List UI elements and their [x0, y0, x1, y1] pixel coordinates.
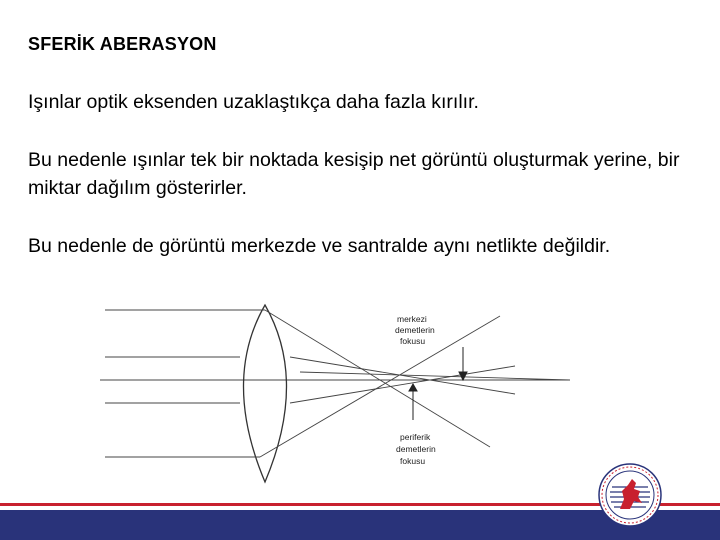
peripheral-focus-label-line1: periferik	[400, 432, 431, 442]
incoming-rays	[105, 310, 265, 457]
peripheral-focus-label-line2: demetlerin	[396, 444, 436, 454]
central-focus-label-line2: demetlerin	[395, 325, 435, 335]
central-focus-arrow	[459, 347, 467, 380]
peripheral-focus-label-line3: fokusu	[400, 456, 426, 466]
university-seal-icon	[598, 463, 662, 527]
central-focus-label-line1: merkezi	[397, 314, 427, 324]
paragraph-2: Bu nedenle ışınlar tek bir noktada kesişip net görüntü oluşturmak yerine, bir miktar dağılım gösterirler.	[28, 149, 680, 199]
convex-lens	[244, 305, 287, 482]
slide-title: SFERİK ABERASYON	[28, 34, 217, 54]
spherical-aberration-diagram	[100, 302, 570, 492]
central-focus-label-line3: fokusu	[400, 336, 426, 346]
paragraph-3: Bu nedenle de görüntü merkezde ve santralde aynı netlikte değildir.	[28, 235, 611, 257]
paragraph-1: Işınlar optik eksenden uzaklaştıkça daha fazla kırılır.	[28, 91, 479, 113]
